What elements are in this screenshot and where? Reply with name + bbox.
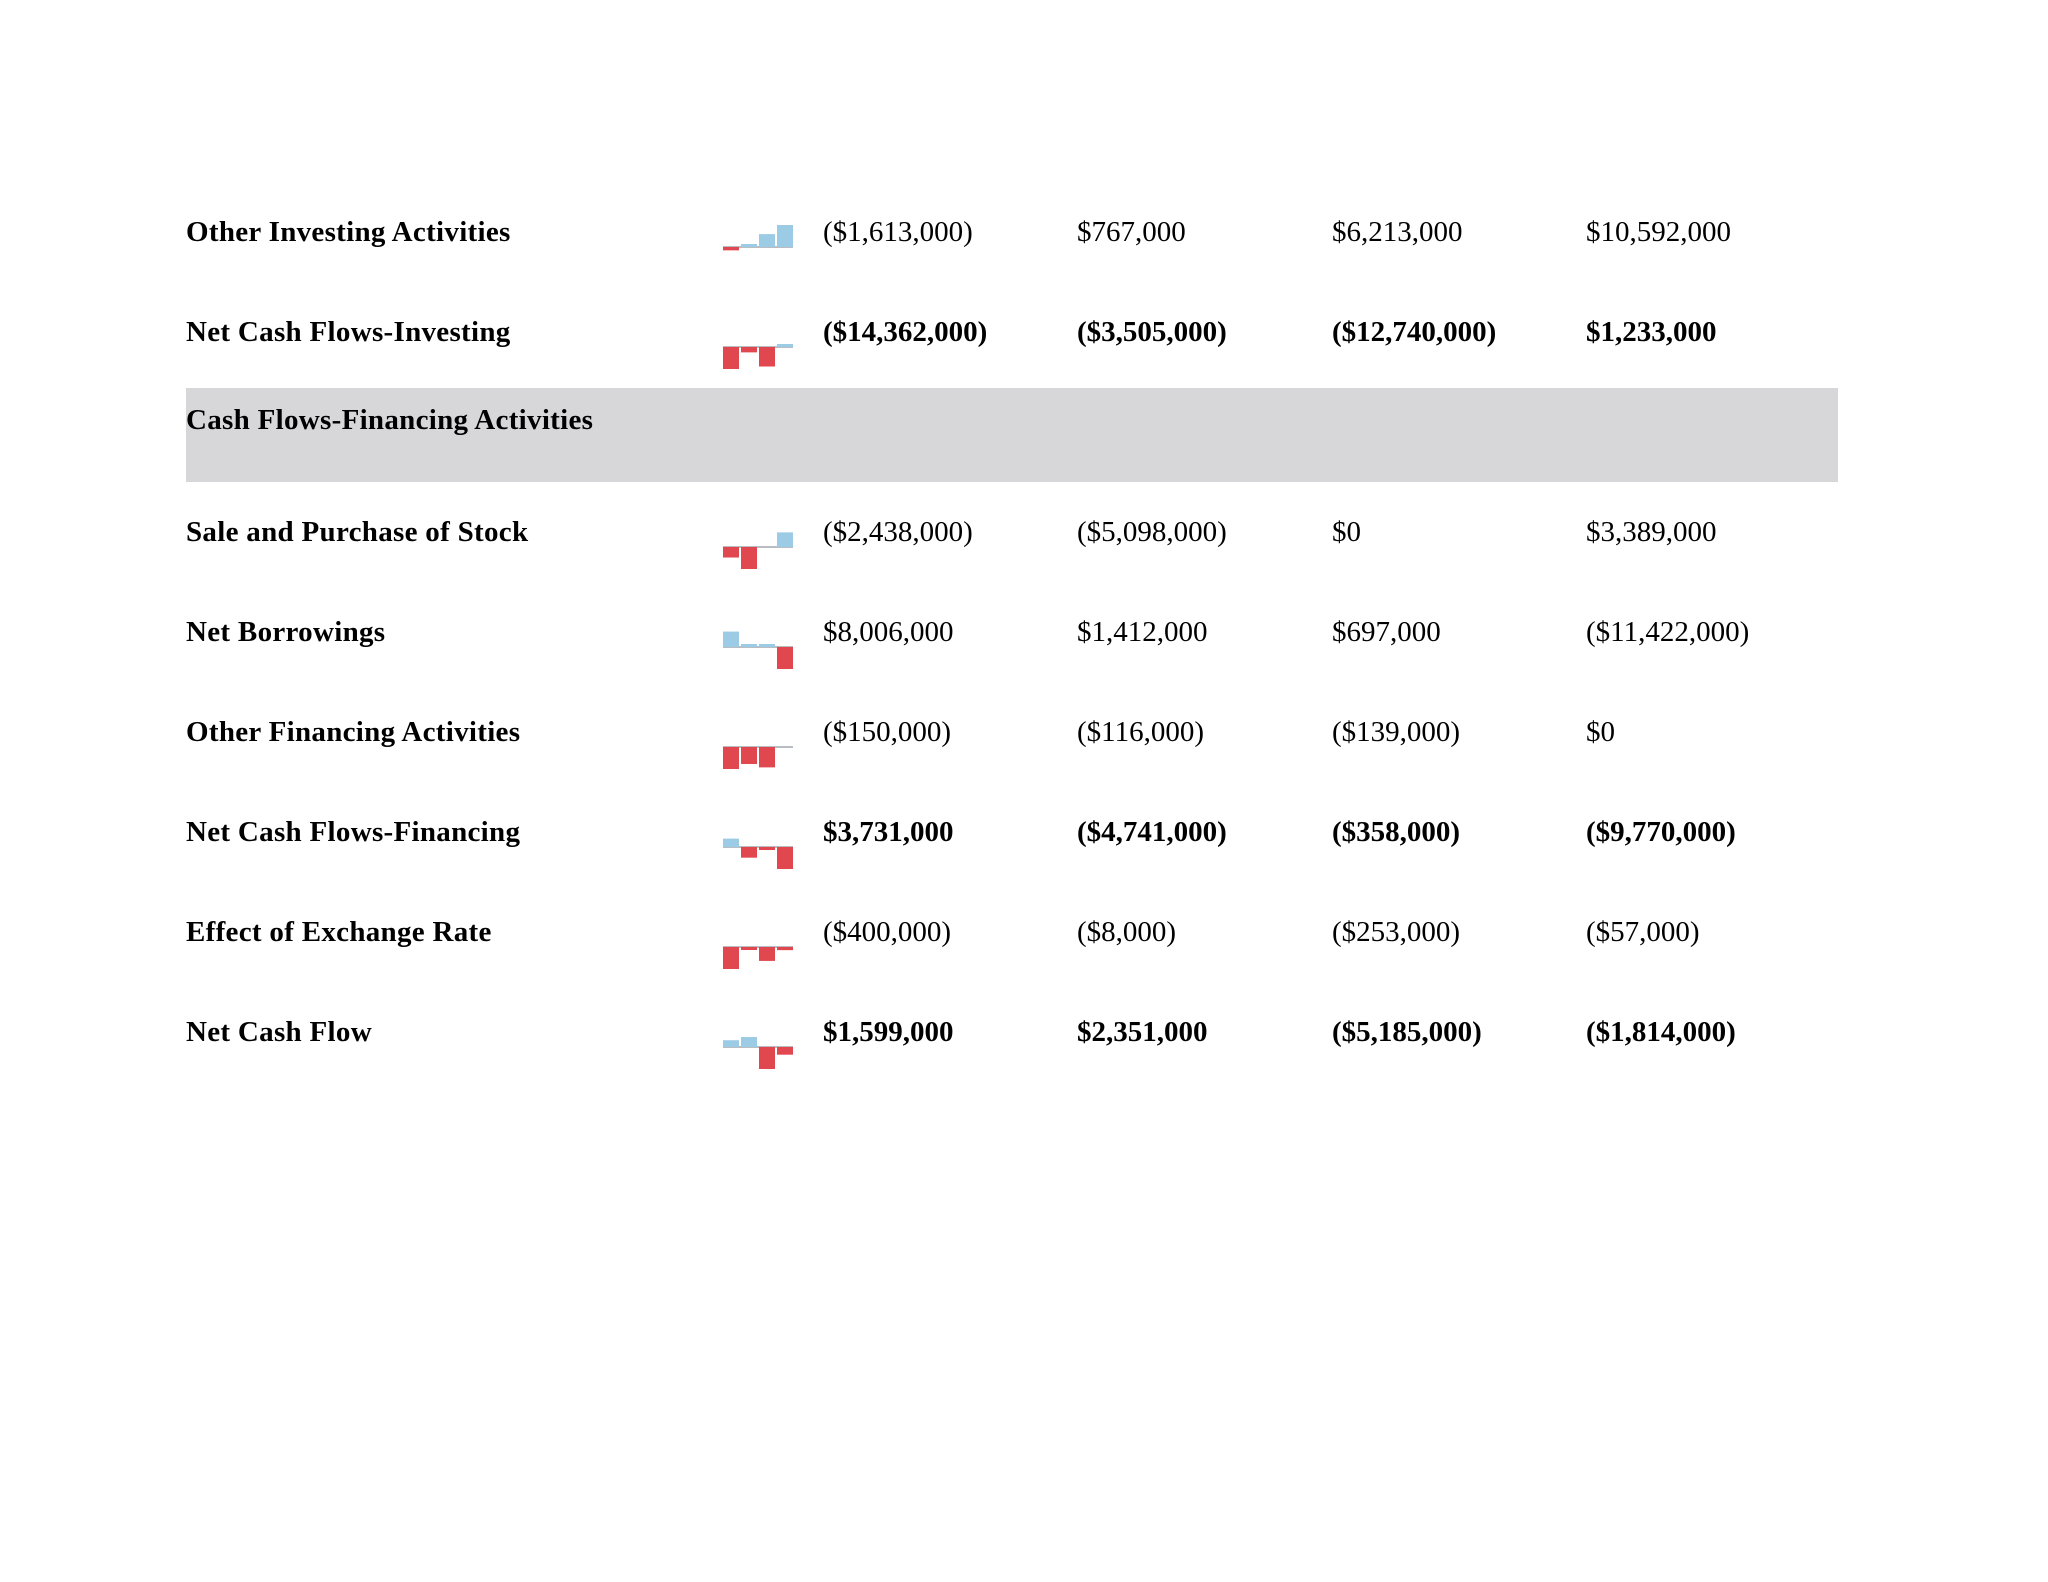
- value-cell: $1,233,000: [1586, 316, 1717, 348]
- value-cell: $697,000: [1332, 616, 1441, 648]
- sparkline-bar: [741, 747, 757, 764]
- value-cell: $0: [1586, 716, 1615, 748]
- value-cell: ($5,185,000): [1332, 1016, 1482, 1048]
- table-row: [186, 900, 1838, 1000]
- sparkline: [723, 700, 823, 800]
- sparkline-bar: [777, 647, 793, 669]
- value-cell: ($11,422,000): [1586, 616, 1750, 648]
- sparkline-bar: [759, 644, 775, 647]
- sparkline-bar: [723, 839, 739, 847]
- row-label: Effect of Exchange Rate: [186, 916, 492, 948]
- sparkline-bar: [723, 247, 739, 250]
- sparkline: [723, 1000, 823, 1100]
- value-cell: $2,351,000: [1077, 1016, 1208, 1048]
- sparkline-bar: [723, 632, 739, 647]
- sparkline-bar: [741, 947, 757, 950]
- sparkline-bar: [777, 225, 793, 247]
- sparkline-bar: [723, 947, 739, 969]
- sparkline-bar: [741, 644, 757, 647]
- value-cell: ($400,000): [823, 916, 952, 948]
- value-cell: $8,006,000: [823, 616, 954, 648]
- value-cell: ($1,814,000): [1586, 1016, 1736, 1048]
- table-row: [186, 300, 1838, 400]
- value-cell: ($14,362,000): [823, 316, 988, 348]
- table-row: [186, 1000, 1838, 1100]
- sparkline-bar: [759, 347, 775, 367]
- sparkline-bar: [777, 1047, 793, 1055]
- sparkline-bar: [777, 344, 793, 347]
- sparkline-bar: [759, 234, 775, 247]
- sparkline-bar: [741, 547, 757, 569]
- sparkline-bar: [723, 347, 739, 369]
- row-label: Sale and Purchase of Stock: [186, 516, 529, 548]
- value-cell: ($358,000): [1332, 816, 1461, 848]
- table-row: [186, 700, 1838, 800]
- table-row: [186, 800, 1838, 900]
- value-cell: ($8,000): [1077, 916, 1177, 948]
- value-cell: $3,389,000: [1586, 516, 1717, 548]
- sparkline-bar: [759, 847, 775, 850]
- value-cell: ($9,770,000): [1586, 816, 1736, 848]
- row-label: Net Cash Flows-Financing: [186, 816, 521, 848]
- sparkline: [723, 500, 823, 600]
- sparkline-bar: [723, 747, 739, 769]
- table-row: [186, 600, 1838, 700]
- sparkline-bar: [741, 244, 757, 247]
- row-label: Other Investing Activities: [186, 216, 511, 248]
- sparkline: [723, 800, 823, 900]
- sparkline-bar: [777, 847, 793, 869]
- value-cell: ($5,098,000): [1077, 516, 1227, 548]
- value-cell: ($4,741,000): [1077, 816, 1227, 848]
- value-cell: ($1,613,000): [823, 216, 973, 248]
- table-row: [186, 500, 1838, 600]
- row-label: Net Borrowings: [186, 616, 386, 648]
- value-cell: $1,599,000: [823, 1016, 954, 1048]
- value-cell: ($116,000): [1077, 716, 1204, 748]
- value-cell: ($12,740,000): [1332, 316, 1497, 348]
- sparkline-bar: [759, 1047, 775, 1069]
- row-label: Net Cash Flow: [186, 1016, 372, 1048]
- value-cell: $767,000: [1077, 216, 1186, 248]
- sparkline-bar: [741, 347, 757, 352]
- table-row: [186, 200, 1838, 300]
- value-cell: ($253,000): [1332, 916, 1461, 948]
- sparkline: [723, 900, 823, 1000]
- value-cell: $0: [1332, 516, 1361, 548]
- sparkline-bar: [741, 847, 757, 858]
- sparkline-bar: [777, 947, 793, 950]
- value-cell: $3,731,000: [823, 816, 954, 848]
- sparkline: [723, 300, 823, 400]
- value-cell: ($150,000): [823, 716, 952, 748]
- section-header-label: Cash Flows-Financing Activities: [186, 404, 594, 436]
- sparkline: [723, 600, 823, 700]
- value-cell: ($3,505,000): [1077, 316, 1227, 348]
- value-cell: $6,213,000: [1332, 216, 1463, 248]
- sparkline-bar: [759, 947, 775, 961]
- row-label: Other Financing Activities: [186, 716, 521, 748]
- value-cell: ($2,438,000): [823, 516, 973, 548]
- sparkline-bar: [759, 747, 775, 767]
- sparkline-bar: [777, 532, 793, 547]
- row-label: Net Cash Flows-Investing: [186, 316, 511, 348]
- value-cell: ($139,000): [1332, 716, 1461, 748]
- sparkline-bar: [741, 1037, 757, 1047]
- value-cell: $10,592,000: [1586, 216, 1731, 248]
- section-header: [186, 388, 1838, 482]
- sparkline-bar: [723, 1040, 739, 1047]
- value-cell: ($57,000): [1586, 916, 1700, 948]
- sparkline: [723, 200, 823, 300]
- value-cell: $1,412,000: [1077, 616, 1208, 648]
- sparkline-bar: [723, 547, 739, 558]
